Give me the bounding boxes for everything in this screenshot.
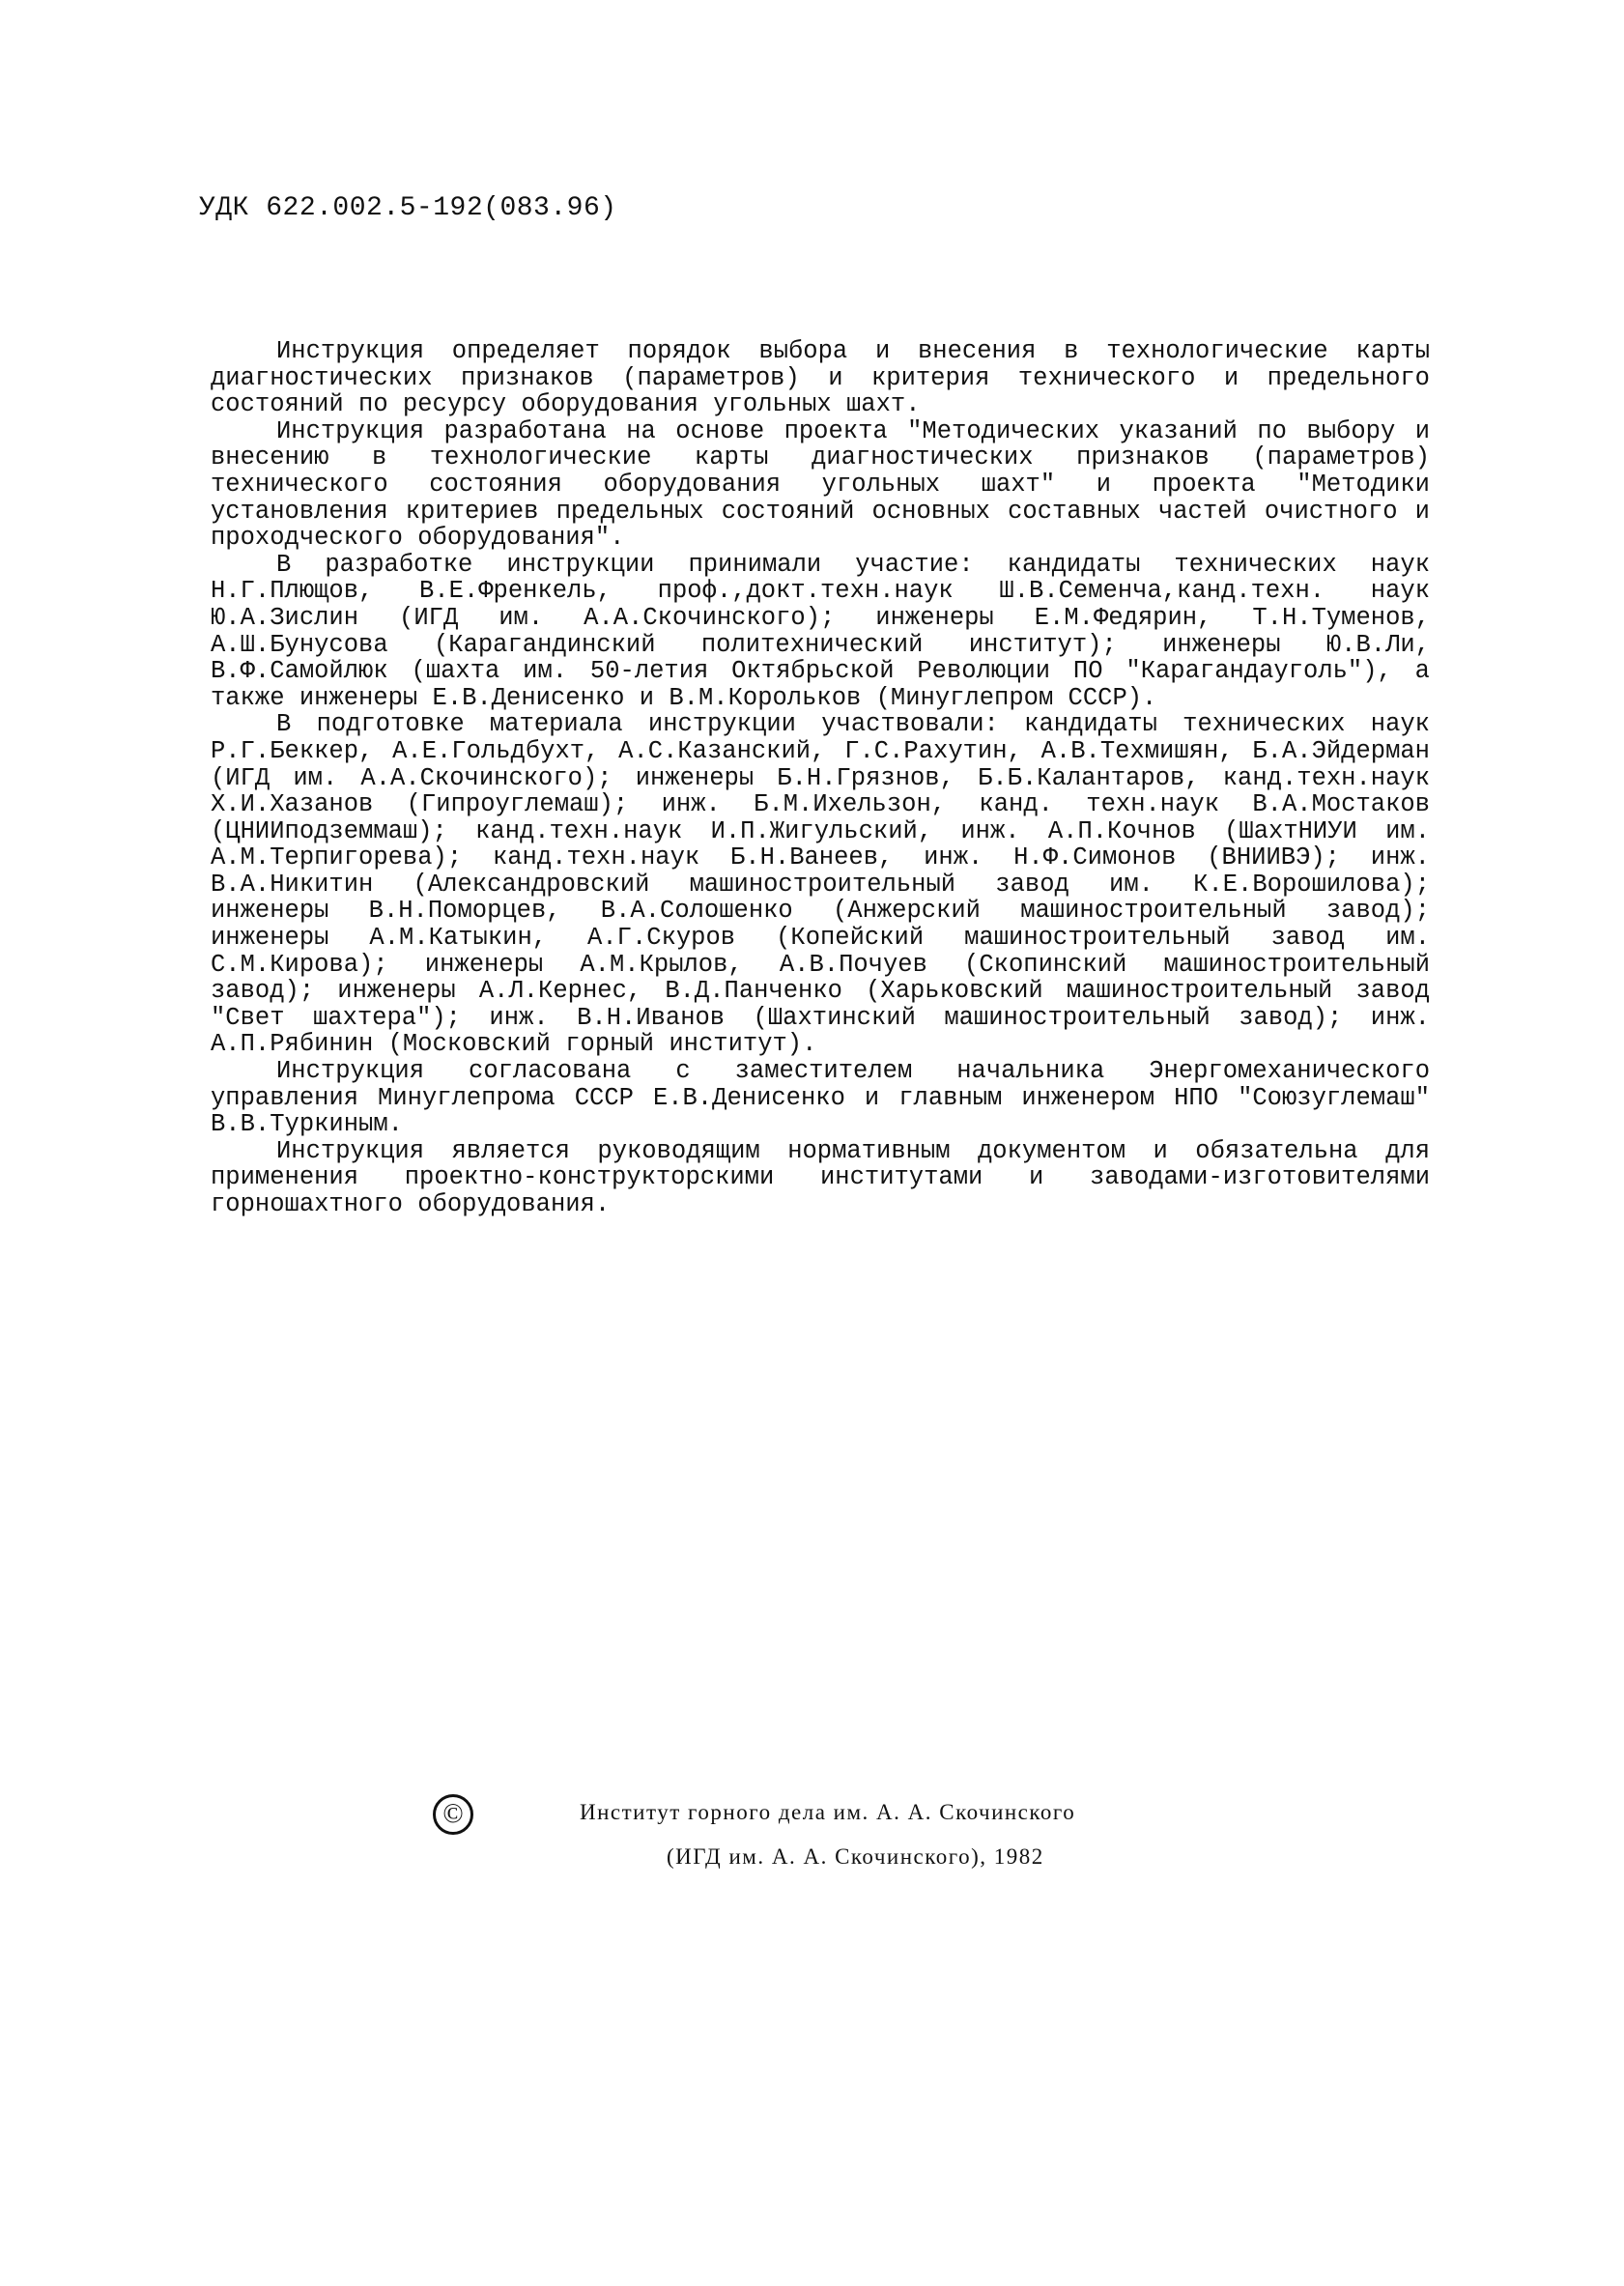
paragraph-purpose: Инструкция определяет порядок выбора и внесения в технологические карты диагностических признаков (параметров) и критерия технического и предельного состояний по ресурсу оборудования угольных шахт. xyxy=(211,337,1430,419)
paragraph-developers: В разработке инструкции принимали участие: кандидаты технических наук Н.Г.Плющов, В.Е.Френкель, проф.,докт.техн.наук Ш.В.Семенча,канд.техн. наук Ю.А.Зислин (ИГД им. А.А.Скочинского); инженеры Е.М.Федярин, Т.Н.Туменов, А.Ш.Бунусова (Карагандинский политехнический институт); инженеры Ю.В.Ли, В.Ф.Самойлюк (шахта им. 50-летия Октябрьской Революции ПО "Карагандауголь"), а также инженеры Е.В.Денисенко и В.М.Корольков (Минуглепром СССР). xyxy=(211,550,1430,712)
paragraph-basis: Инструкция разработана на основе проекта "Методических указаний по выбору и внесению в технологические карты диагностических признаков (параметров) технического состояния оборудования угольных шахт" и проекта "Методики установления критериев предельных состояний основных составных частей очистного и проходческого оборудования". xyxy=(211,416,1430,553)
paragraph-status: Инструкция является руководящим нормативным документом и обязательна для применения проектно-конструкторскими институтами и заводами-изготовителями горношахтного оборудования. xyxy=(211,1136,1430,1218)
publisher-abbreviation-year: (ИГД им. А. А. Скочинского), 1982 xyxy=(667,1844,1044,1869)
copyright-block xyxy=(0,1792,1624,1879)
paragraph-approval: Инструкция согласована с заместителем начальника Энергомеханического управления Минуглепрома СССР Е.В.Денисенко и главным инженером НПО "Союзуглемаш" В.В.Туркиным. xyxy=(211,1057,1430,1139)
paragraph-contributors: В подготовке материала инструкции участвовали: кандидаты технических наук Р.Г.Беккер, А.Е.Гольдбухт, А.С.Казанский, Г.С.Рахутин, А.В.Техмишян, Б.А.Эйдерман (ИГД им. А.А.Скочинского); инженеры Б.Н.Грязнов, Б.Б.Калантаров, канд.техн.наук Х.И.Хазанов (Гипроуглемаш); инж. Б.М.Ихельзон, канд. техн.наук В.А.Мостаков (ЦНИИподземмаш); канд.техн.наук И.П.Жигульский, инж. А.П.Кочнов (ШахтНИУИ им. А.М.Терпигорева); канд.техн.наук Б.Н.Ванеев, инж. Н.Ф.Симонов (ВНИИВЭ); инж. В.А.Никитин (Александровский машиностроительный завод им. К.Е.Ворошилова); инженеры В.Н.Поморцев, В.А.Солошенко (Анжерский машиностроительный завод); инженеры А.М.Катыкин, А.Г.Скуров (Копейский машиностроительный завод им. С.М.Кирова); инженеры А.М.Крылов, А.В.Почуев (Скопинский машиностроительный завод); инженеры А.Л.Кернес, В.Д.Панченко (Харьковский машиностроительный завод "Свет шахтера"); инж. В.Н.Иванов (Шахтинский машиностроительный завод); инж. А.П.Рябинин (Московский горный институт). xyxy=(211,710,1430,1059)
copyright-icon: © xyxy=(433,1794,473,1835)
publisher-name: Институт горного дела им. А. А. Скочинского xyxy=(580,1800,1076,1824)
document-body xyxy=(211,338,1430,1218)
udk-code: УДК 622.002.5-192(083.96) xyxy=(199,193,617,223)
